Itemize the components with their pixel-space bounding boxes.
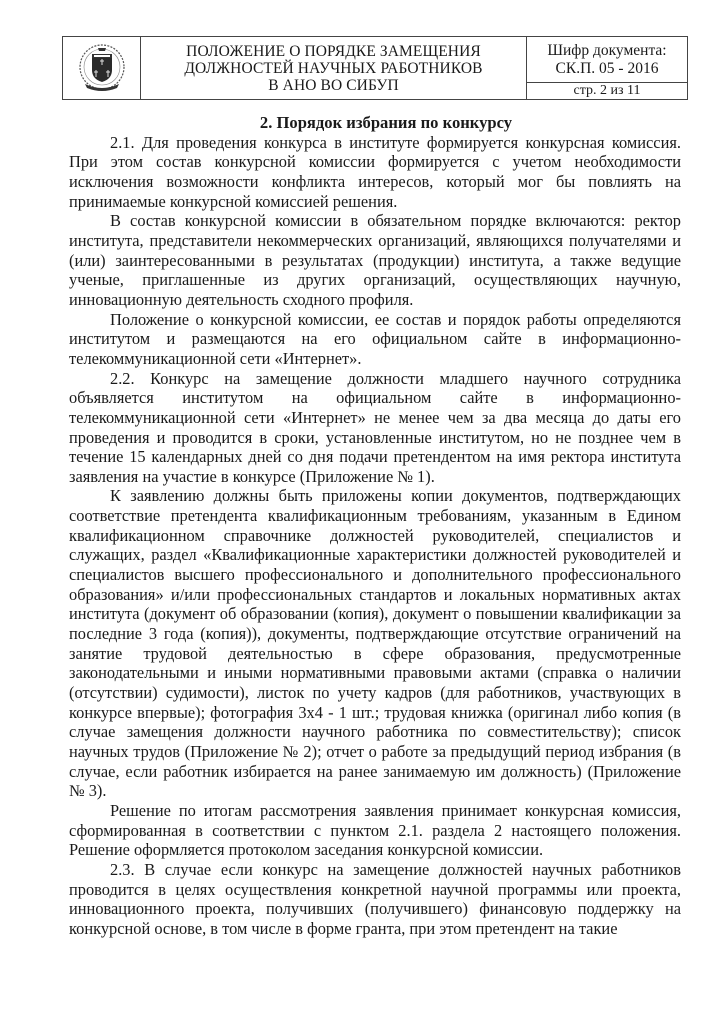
paragraph-2-2: 2.2. Конкурс на замещение должности младшего научного сотрудника объявляется институтом на официальном сайте в информационно-телекоммуникационной сети «Интернет» не менее чем за два месяца до даты его проведения и проводится в сроки, установленные институтом, но не позднее чем в течение 15 календарных дней со дня подачи претендентом на имя ректора института заявления на участие в конкурсе (Приложение № 1). bbox=[69, 368, 681, 486]
paragraph-2-1: 2.1. Для проведения конкурса в институте формируется конкурсная комиссия. При этом состав конкурсной комиссии формируется с учетом необходимости исключения возможности конфликта интересов, который мог бы повлиять на принимаемые конкурсной комиссией решения. bbox=[69, 132, 681, 211]
page-number: стр. 2 из 11 bbox=[573, 83, 641, 98]
paragraph-required-documents: К заявлению должны быть приложены копии документов, подтверждающих соответствие претендента квалификационным требованиям, указанным в Едином квалификационном справочнике должностей руководителей, специалистов и служащих, раздел «Квалификационные характеристики должностей руководителей и специалистов высшего профессионального и дополнительного профессионального образования» и/или профессиональных стандартов и локальных нормативных актах института (документ об образовании (копия), документ о повышении квалификации за последние 3 года (копия)), документы, подтверждающие отсутствие ограничений на занятие трудовой деятельностью в сфере образования, предусмотренные законодательными и иными нормативными правовыми актами (справка о наличии (отсутствии) судимости), листок по учету кадров (для работников, участвующих в конкурсе впервые); фотография 3х4 - 1 шт.; трудовая книжка (оригинал либо копия (в случае замещения должности научного работника по совместительству); список научных трудов (Приложение № 2); отчет о работе за предыдущий период избрания (в случае, если работник избирается на ранее занимаемую им должность) (Приложение № 3). bbox=[69, 486, 681, 801]
title-line: ПОЛОЖЕНИЕ О ПОРЯДКЕ ЗАМЕЩЕНИЯ bbox=[186, 42, 481, 60]
document-code bbox=[527, 37, 687, 83]
section-heading: 2. Порядок избрания по конкурсу bbox=[259, 113, 513, 132]
document-code-label: Шифр документа: bbox=[547, 41, 667, 59]
document-header bbox=[62, 36, 688, 100]
document-body bbox=[69, 113, 681, 939]
document-code-value: СК.П. 05 - 2016 bbox=[555, 59, 659, 77]
title-line: ДОЛЖНОСТЕЙ НАУЧНЫХ РАБОТНИКОВ bbox=[184, 59, 483, 77]
paragraph-commission-composition: В состав конкурсной комиссии в обязательном порядке включаются: ректор института, представители некоммерческих организаций, являющихся получателями и (или) заинтересованными в результатах (продукции) института, а также ведущие ученые, приглашенные из других организаций, осуществляющих научную, инновационную деятельность сходного профиля. bbox=[69, 211, 681, 309]
title-line: В АНО ВО СИБУП bbox=[268, 76, 399, 94]
paragraph-2-3: 2.3. В случае если конкурс на замещение должностей научных работников проводится в целях осуществления конкретной научной программы или проекта, инновационного проекта, получивших (получившего) финансовую поддержку на конкурсной основе, в том числе в форме гранта, при этом претендент на такие bbox=[69, 859, 681, 938]
logo-cell bbox=[63, 37, 141, 99]
paragraph-commission-regulation: Положение о конкурсной комиссии, ее состав и порядок работы определяются институтом и размещаются на его официальном сайте в информационно-телекоммуникационной сети «Интернет». bbox=[69, 309, 681, 368]
document-title bbox=[141, 37, 527, 99]
crest-logo-icon bbox=[73, 40, 131, 96]
paragraph-decision: Решение по итогам рассмотрения заявления принимает конкурсная комиссия, сформированная в соответствии с пунктом 2.1. раздела 2 настоящего положения. Решение оформляется протоколом заседания конкурсной комиссии. bbox=[69, 800, 681, 860]
document-code-cell bbox=[527, 37, 687, 99]
